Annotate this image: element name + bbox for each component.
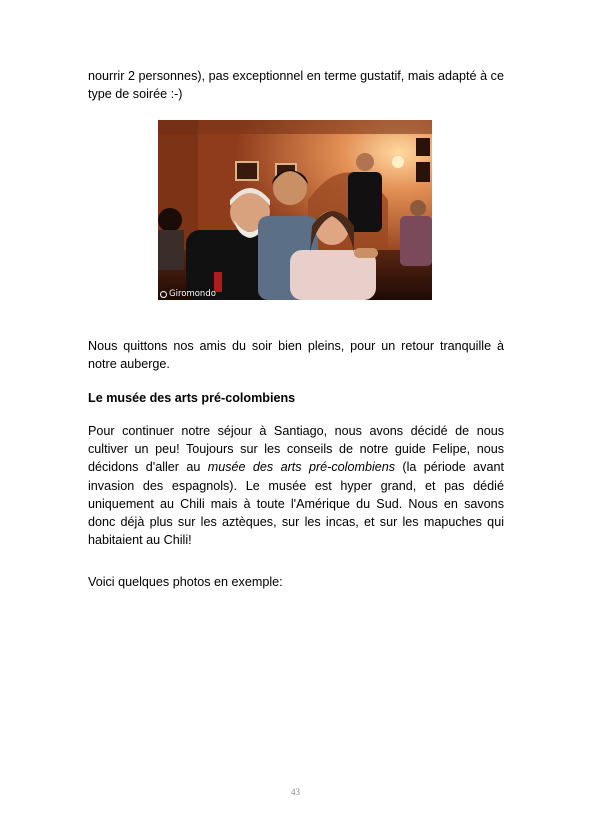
- paragraph-museum: [88, 422, 504, 549]
- museum-name: musée des arts pré-colombiens: [207, 460, 396, 475]
- page-number: 43: [291, 787, 300, 797]
- paragraph-museum-part1: Pour continuer notre séjour à Santiago, nous avons décidé de nous cultiver un peu! Toujours sur les conseils de notre guide Felipe, nous décidons d'aller au: [88, 424, 504, 475]
- copyright-icon: [160, 291, 167, 298]
- restaurant-group-photo: [158, 120, 432, 300]
- section-heading: Le musée des arts pré-colombiens: [88, 391, 296, 405]
- photo-watermark: [160, 289, 216, 299]
- watermark-text: Giromondo: [169, 289, 216, 299]
- paragraph-museum-part2: (la période avant invasion des espagnols). Le musée est hyper grand, et pas dédié uniquement au Chili mais à toute l'Amérique du Sud. Nous en savons donc déjà plus sur les aztèques, sur les incas, et sur les mapuches qui habitaient au Chili!: [88, 460, 504, 548]
- paragraph-photos-intro: Voici quelques photos en exemple:: [88, 575, 283, 589]
- paragraph-intro-continued: nourrir 2 personnes), pas exceptionnel en terme gustatif, mais adapté à ce type de soirée :-): [88, 69, 504, 102]
- paragraph-return: Nous quittons nos amis du soir bien pleins, pour un retour tranquille à notre auberge.: [88, 339, 504, 372]
- photo-illustration: [158, 120, 432, 300]
